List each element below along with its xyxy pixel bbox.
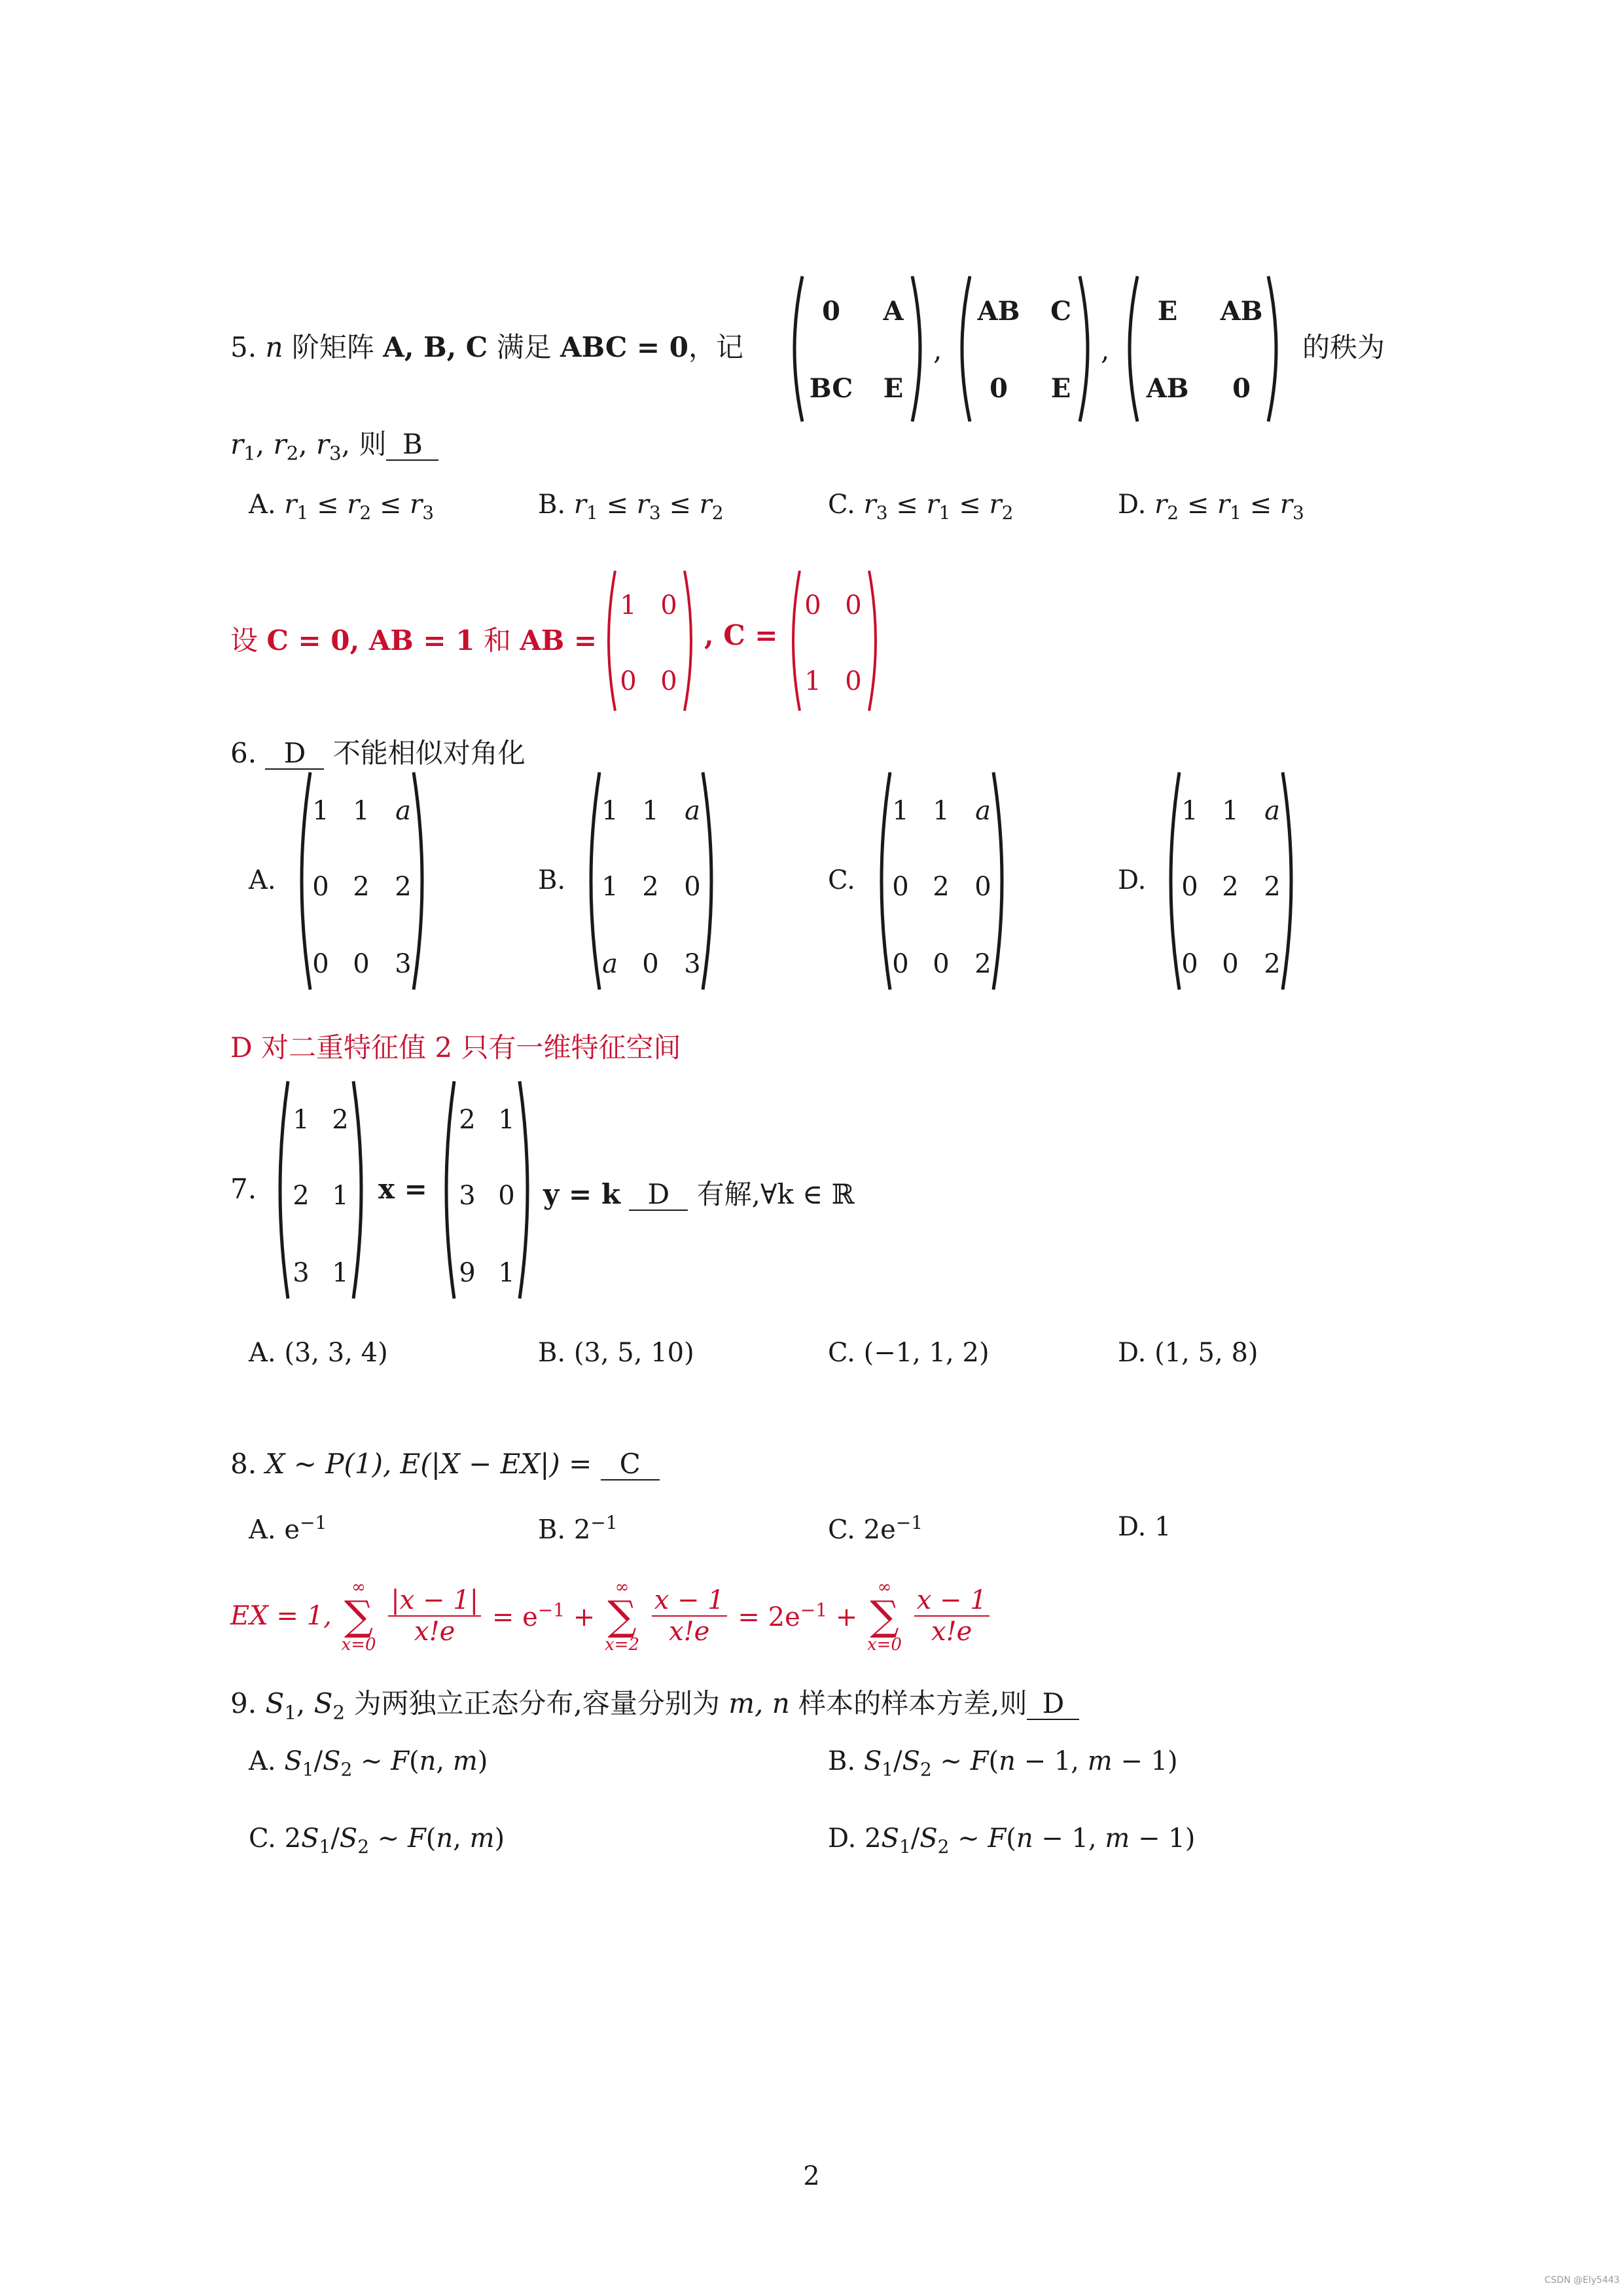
q9-answer: D [1027, 1689, 1079, 1720]
q7-tail: y = k D 有解,∀k ∈ ℝ [543, 1178, 855, 1210]
q9-stem: 9. $S_1$, $S_2$ 为两独立正态分布,容量分别为 m, n 样本的样本方差,则 D [230, 1682, 1079, 1723]
q6-option-c-label: C. [828, 865, 855, 895]
q6-option-d-matrix: 1 1 a 0 2 2 0 0 2 [1162, 770, 1300, 992]
q5-option-a: A. $r_1 \le r_2 \le r_3$ [249, 490, 435, 524]
q5-answer: B [386, 429, 438, 461]
q5-hint-matrix-c: 0 0 1 0 [785, 568, 883, 713]
q8-answer: C [601, 1449, 660, 1480]
q5-option-d: D. $r_2 \le r_1 \le r_3$ [1118, 490, 1304, 524]
q5-hint-c-label: , C = [704, 619, 778, 651]
q5-stem: 5. n 阶矩阵 A, B, C 满足 ABC = 0，记 [230, 331, 743, 363]
q8-option-c: C. $2e^{-1}$ [828, 1512, 923, 1545]
q7-number: 7. [230, 1173, 257, 1205]
q5-hint-matrix-ab: 1 0 0 0 [601, 568, 699, 713]
q8-stem: 8. X ∼ P(1), E(|X − EX|) = C [230, 1448, 660, 1480]
q6-option-a-matrix: 1 1 a 0 2 2 0 0 3 [293, 770, 431, 992]
q5-hint-text: 设 C = 0, AB = 1 和 AB = [230, 624, 597, 656]
watermark: CSDN @Ely5443 [1544, 2275, 1620, 2286]
q6-option-a-label: A. [249, 865, 276, 895]
q7-option-c: C. (−1, 1, 2) [828, 1338, 990, 1368]
q7-matrix-2: 2 1 3 0 9 1 [438, 1079, 535, 1301]
q8-option-b: B. $2^{-1}$ [538, 1512, 618, 1545]
q5-matrix-3: E AB AB 0 [1120, 274, 1285, 424]
q7-option-d: D. (1, 5, 8) [1118, 1338, 1258, 1368]
q5-option-b: B. $r_1 \le r_3 \le r_2$ [538, 490, 724, 524]
q6-answer: D [265, 738, 324, 770]
q6-option-b-label: B. [538, 865, 566, 895]
q6-option-c-matrix: 1 1 a 0 2 0 0 0 2 [873, 770, 1010, 992]
q5-line2: $r_1$, $r_2$, $r_3$, 则 B [230, 423, 438, 464]
q7-x-equals: x = [378, 1173, 427, 1205]
q8-hint: EX = 1, ∞ ∑ x=0 $\frac{|x - 1|}{x!e}$ = $e^{-1}$ + ∞ ∑ x=2 $\frac{x - 1}{x!e}$ = $2e^{-1}$ + ∞ ∑ x=0 $\frac{x - 1}{x!e}$ [230, 1579, 992, 1653]
q5-rank-text: 的秩为 [1302, 331, 1385, 363]
q6-option-d-label: D. [1118, 865, 1147, 895]
q5-matrix-1: 0 A BC E [785, 274, 929, 424]
q6-hint: D 对二重特征值 2 只有一维特征空间 [230, 1031, 681, 1064]
q5-matrix-2: AB C 0 E [953, 274, 1097, 424]
q5-option-c: C. $r_3 \le r_1 \le r_2$ [828, 490, 1014, 524]
q7-option-a: A. (3, 3, 4) [249, 1338, 388, 1368]
q7-answer: D [629, 1179, 688, 1211]
q9-option-d: D. $2S_1/S_2$ ∼ F(n − 1, m − 1) [828, 1823, 1196, 1857]
q7-matrix-1: 1 2 2 1 3 1 [272, 1079, 369, 1301]
q6-stem: 6. D 不能相似对角化 [230, 737, 526, 769]
q6-option-b-matrix: 1 1 a 1 2 0 a 0 3 [582, 770, 720, 992]
page-number: 2 [803, 2161, 820, 2191]
q9-option-a: A. $S_1/S_2$ ∼ F(n, m) [249, 1746, 488, 1780]
q7-option-b: B. (3, 5, 10) [538, 1338, 694, 1368]
q9-option-c: C. $2S_1/S_2$ ∼ F(n, m) [249, 1823, 505, 1857]
q9-option-b: B. $S_1/S_2$ ∼ F(n − 1, m − 1) [828, 1746, 1178, 1780]
q8-option-d: D. 1 [1118, 1512, 1171, 1542]
q8-option-a: A. $e^{-1}$ [249, 1512, 327, 1545]
